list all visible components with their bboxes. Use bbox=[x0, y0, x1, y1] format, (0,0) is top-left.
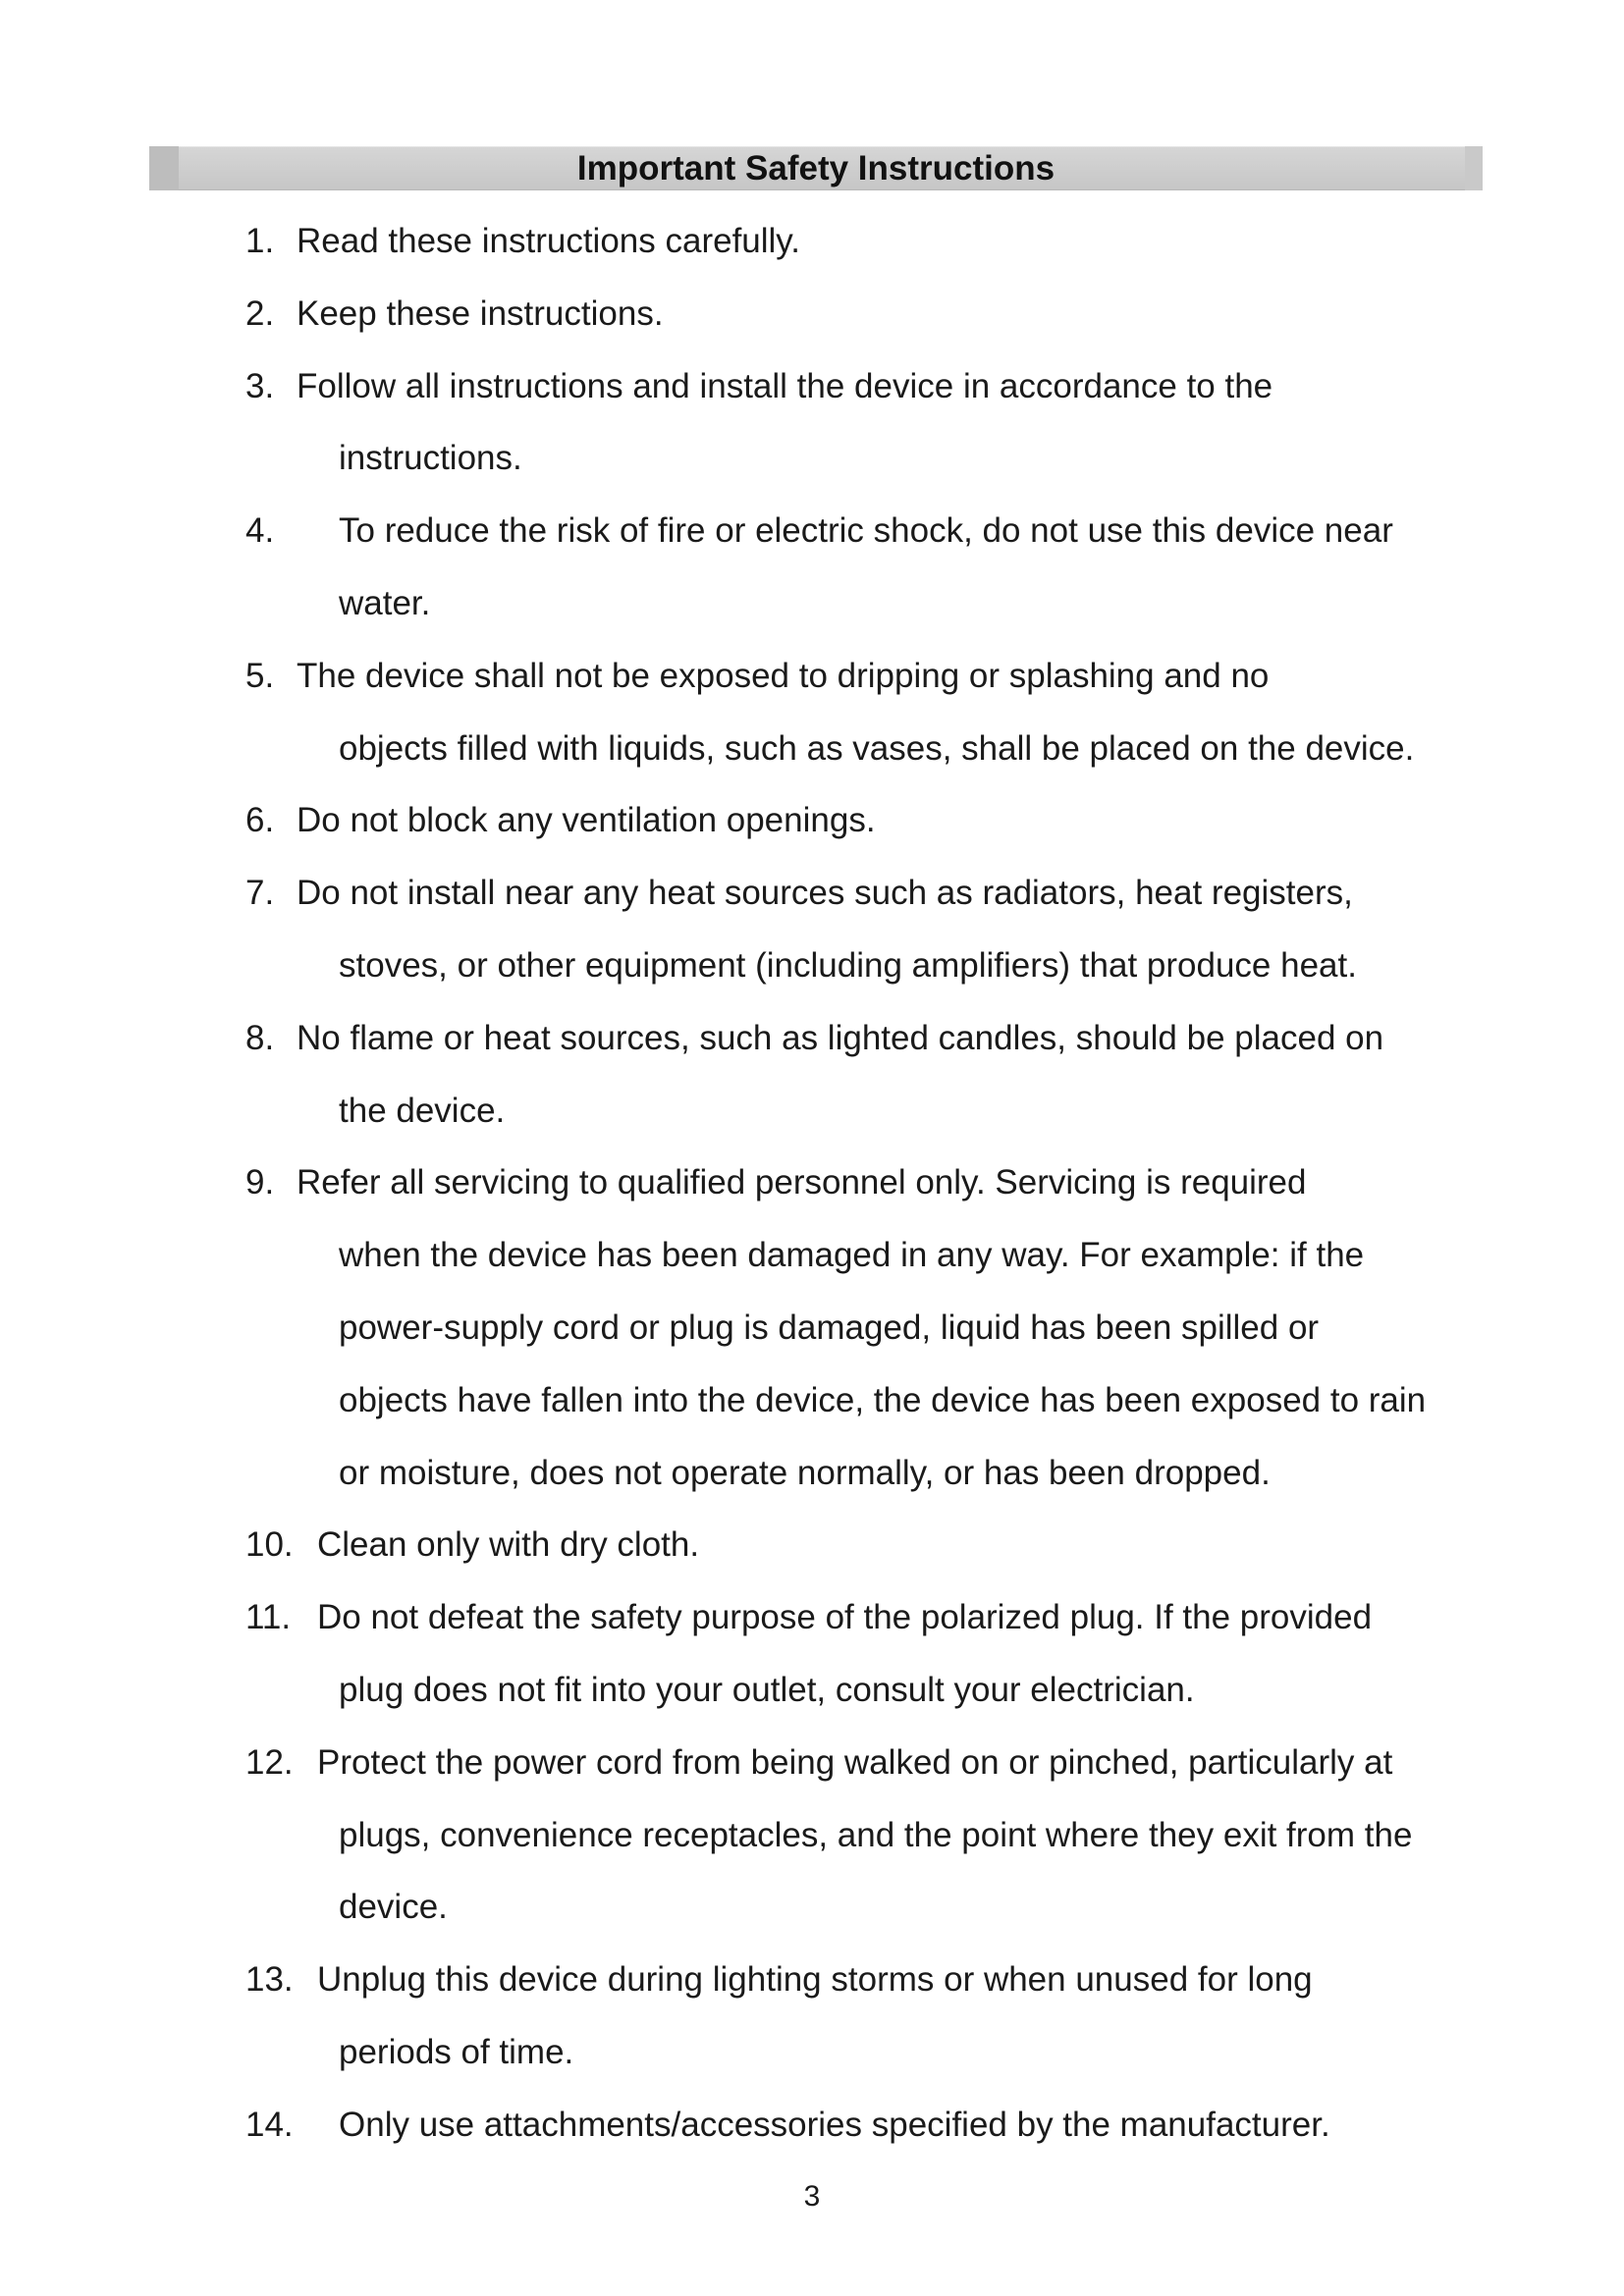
list-item-text: Refer all servicing to qualified personnel only. Servicing is required bbox=[297, 1163, 1307, 1202]
list-item-text: To reduce the risk of fire or electric shock, do not use this device near bbox=[339, 511, 1393, 551]
list-item-text: Only use attachments/accessories specified by the manufacturer. bbox=[339, 2105, 1330, 2144]
list-item-number: 7. bbox=[245, 874, 275, 913]
page-number: 3 bbox=[803, 2180, 821, 2213]
list-item-number: 10. bbox=[245, 1525, 294, 1565]
list-item-number: 5. bbox=[245, 656, 275, 695]
list-item-number: 1. bbox=[245, 222, 275, 260]
list-item-number: 13. bbox=[245, 1960, 294, 2000]
list-item-text-continued: stoves, or other equipment (including amplifiers) that produce heat. bbox=[339, 946, 1357, 985]
list-item-text-continued: or moisture, does not operate normally, or has been dropped. bbox=[339, 1453, 1271, 1492]
list-item-text-continued: plugs, convenience receptacles, and the point where they exit from the bbox=[339, 1815, 1413, 1854]
list-item-text: The device shall not be exposed to dripping or splashing and no bbox=[297, 656, 1270, 695]
list-item-number: 11. bbox=[245, 1598, 292, 1637]
list-item-number: 3. bbox=[245, 366, 275, 405]
list-item-text-continued: when the device has been damaged in any way. For example: if the bbox=[339, 1236, 1365, 1275]
list-item-number: 9. bbox=[245, 1163, 275, 1202]
list-item-text-continued: instructions. bbox=[339, 439, 522, 478]
list-item-text-continued: periods of time. bbox=[339, 2033, 574, 2071]
list-item-text-continued: water. bbox=[339, 584, 431, 622]
list-item-text: No flame or heat sources, such as lighted candles, should be placed on bbox=[297, 1018, 1384, 1057]
list-item-number: 4. bbox=[245, 511, 275, 551]
list-item-number: 2. bbox=[245, 294, 275, 333]
list-item-text: Clean only with dry cloth. bbox=[317, 1525, 700, 1565]
list-item-text-continued: the device. bbox=[339, 1091, 506, 1130]
section-header-bar bbox=[149, 146, 1483, 190]
list-item-text: Do not defeat the safety purpose of the polarized plug. If the provided bbox=[317, 1598, 1373, 1637]
list-item-number: 6. bbox=[245, 801, 275, 840]
list-item-text-continued: device. bbox=[339, 1888, 448, 1927]
list-item-text-continued: objects have fallen into the device, the device has been exposed to rain bbox=[339, 1380, 1427, 1419]
list-item-number: 8. bbox=[245, 1018, 275, 1057]
list-item-text-continued: power-supply cord or plug is damaged, liquid has been spilled or bbox=[339, 1308, 1320, 1347]
list-item-text: Do not block any ventilation openings. bbox=[297, 801, 876, 840]
list-item-text: Keep these instructions. bbox=[297, 294, 664, 333]
list-item-text-continued: plug does not fit into your outlet, consult your electrician. bbox=[339, 1671, 1195, 1709]
list-item-text: Read these instructions carefully. bbox=[297, 222, 800, 260]
list-item-text: Unplug this device during lighting storms or when unused for long bbox=[317, 1960, 1313, 2000]
list-item-text: Protect the power cord from being walked on or pinched, particularly at bbox=[317, 1742, 1393, 1782]
page-title: Important Safety Instructions bbox=[576, 149, 1056, 187]
list-item-number: 12. bbox=[245, 1742, 294, 1782]
list-item-number: 14. bbox=[245, 2105, 294, 2144]
list-item-text: Do not install near any heat sources such as radiators, heat registers, bbox=[297, 874, 1353, 913]
list-item-text: Follow all instructions and install the device in accordance to the bbox=[297, 366, 1273, 405]
list-item-text-continued: objects filled with liquids, such as vases, shall be placed on the device. bbox=[339, 728, 1415, 768]
